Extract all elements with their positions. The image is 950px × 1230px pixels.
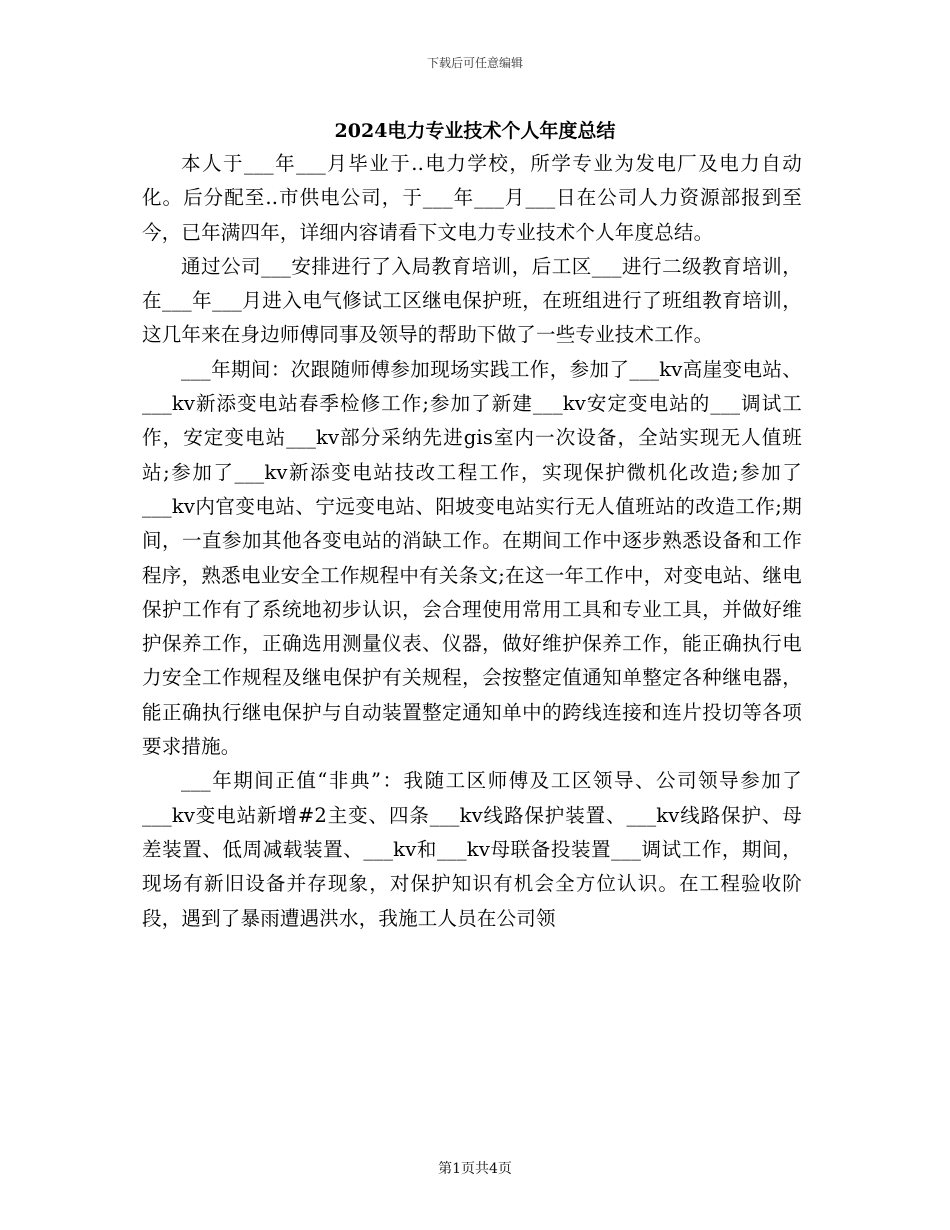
page-number: 第1页共4页 [438, 1161, 512, 1177]
document-title: 2024电力专业技术个人年度总结 [334, 120, 616, 142]
paragraph-first-year-work: ___年期间：次跟随师傅参加现场实践工作，参加了___kv高崖变电站、___kv新添变电站春季检修工作;参加了新建___kv安定变电站的___调试工作，安定变电站___kv部分采纳先进gis室内一次设备，全站实现无人值班站;参加了___kv新添变电站技改工程工作，实现保护微机化改造;参加了___kv内官变电站、宁远变电站、阳坡变电站实行无人值班站的改造工作;期间，一直参加其他各变电站的消缺工作。在期间工作中逐步熟悉设备和工作程序，熟悉电业安全工作规程中有关条文;在这一年工作中，对变电站、继电保护工作有了系统地初步认识，会合理使用常用工具和专业工具，并做好维护保养工作，正确选用测量仪表、仪器，做好维护保养工作，能正确执行电力安全工作规程及继电保护有关规程，会按整定值通知单整定各种继电器，能正确执行继电保护与自动装置整定通知单中的跨线连接和连片投切等各项要求措施。 [142, 357, 802, 759]
document-body [142, 147, 802, 936]
paragraph-sars-period-work: ___年期间正值“非典”：我随工区师傅及工区领导、公司领导参加了___kv变电站新增#2主变、四条___kv线路保护装置、___kv线路保护、母差装置、低周减载装置、___kv和___kv母联备投装置___调试工作，期间，现场有新旧设备并存现象，对保护知识有机会全方位认识。在工程验收阶段，遇到了暴雨遭遇洪水，我施工人员在公司领 [142, 769, 802, 930]
paragraph-training: 通过公司___安排进行了入局教育培训，后工区___进行二级教育培训，在___年___月进入电气修试工区继电保护班，在班组进行了班组教育培训，这几年来在身边师傅同事及领导的帮助下做了一些专业技术工作。 [142, 254, 802, 347]
header-note: 下载后可任意编辑 [426, 56, 523, 70]
paragraph-intro: 本人于___年___月毕业于..电力学校，所学专业为发电厂及电力自动化。后分配至..市供电公司，于___年___月___日在公司人力资源部报到至今，已年满四年，详细内容请看下文电力专业技术个人年度总结。 [142, 152, 802, 244]
